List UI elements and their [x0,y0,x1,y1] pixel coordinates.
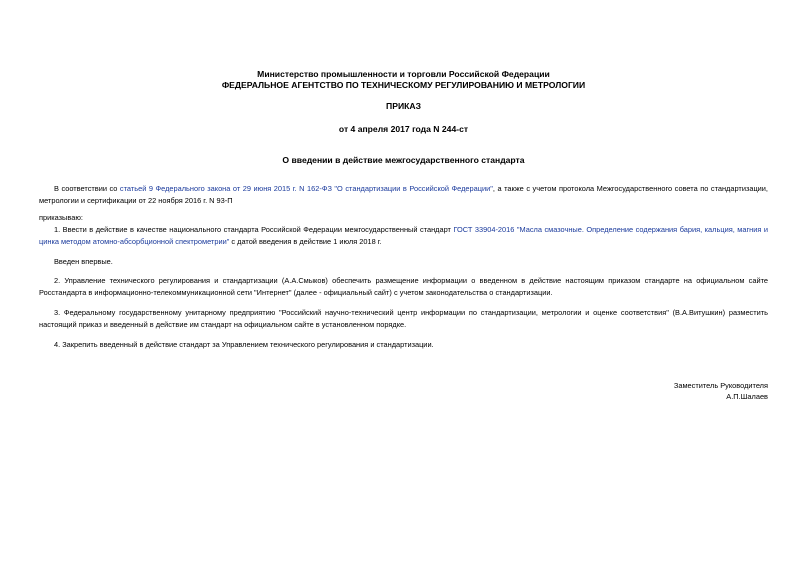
paragraph-order-word: приказываю: [39,213,83,222]
preamble-text-before: В соответствии со [54,184,120,193]
item-1-text-before: 1. Ввести в действие в качестве национального стандарта Российской Федерации межгосударственный стандарт [54,225,454,234]
paragraph-item-3: 3. Федеральному государственному унитарному предприятию "Российский научно-технический центр информации по стандартизации, метрологии и оценке соответствия" (В.А.Витушкин) разместить настоящий приказ и введенный в действие им стандарт на официальном сайте в установленном порядке. [39,308,768,329]
paragraph-introduced-first: Введен впервые. [54,257,113,266]
document-subject: О введении в действие межгосударственного стандарта [282,155,525,165]
preamble-text-after: , а также с учетом протокола Межгосударственного совета по стандартизации, метрологии и сертификации от 22 ноября 2016 г. N 93-П [39,184,768,205]
paragraph-preamble [39,183,768,206]
document-date-number: от 4 апреля 2017 года N 244-ст [338,124,469,134]
paragraph-item-4: 4. Закрепить введенный в действие стандарт за Управлением технического регулирования и стандартизации. [54,340,434,349]
gost-link[interactable]: ГОСТ 33904-2016 "Масла смазочные. Определение содержания бария, кальция, магния и цинка методом атомно-абсорбционной спектрометрии" [39,225,768,246]
paragraph-item-2: 2. Управление технического регулирования и стандартизации (А.А.Смыков) обеспечить размещение информации о введенном в действие настоящим приказом стандарте на официальном сайте Росстандарта в информационно-телекоммуникационной сети "Интернет" (далее - официальный сайт) с учетом законодательства о стандартизации. [39,276,768,297]
paragraph-item-1 [39,224,768,247]
law-link[interactable]: статьей 9 Федерального закона от 29 июня 2015 г. N 162-ФЗ "О стандартизации в Российской Федерации" [119,184,493,193]
item-1-text-after: с датой введения в действие 1 июля 2018 г. [229,236,382,246]
ministry-name: Министерство промышленности и торговли Российской Федерации [257,69,550,79]
signatory-name: А.П.Шалаев [726,392,768,401]
signatory-title: Заместитель Руководителя [673,381,768,390]
agency-name: ФЕДЕРАЛЬНОЕ АГЕНТСТВО ПО ТЕХНИЧЕСКОМУ РЕГУЛИРОВАНИЮ И МЕТРОЛОГИИ [221,80,586,90]
document-type: ПРИКАЗ [386,101,421,111]
